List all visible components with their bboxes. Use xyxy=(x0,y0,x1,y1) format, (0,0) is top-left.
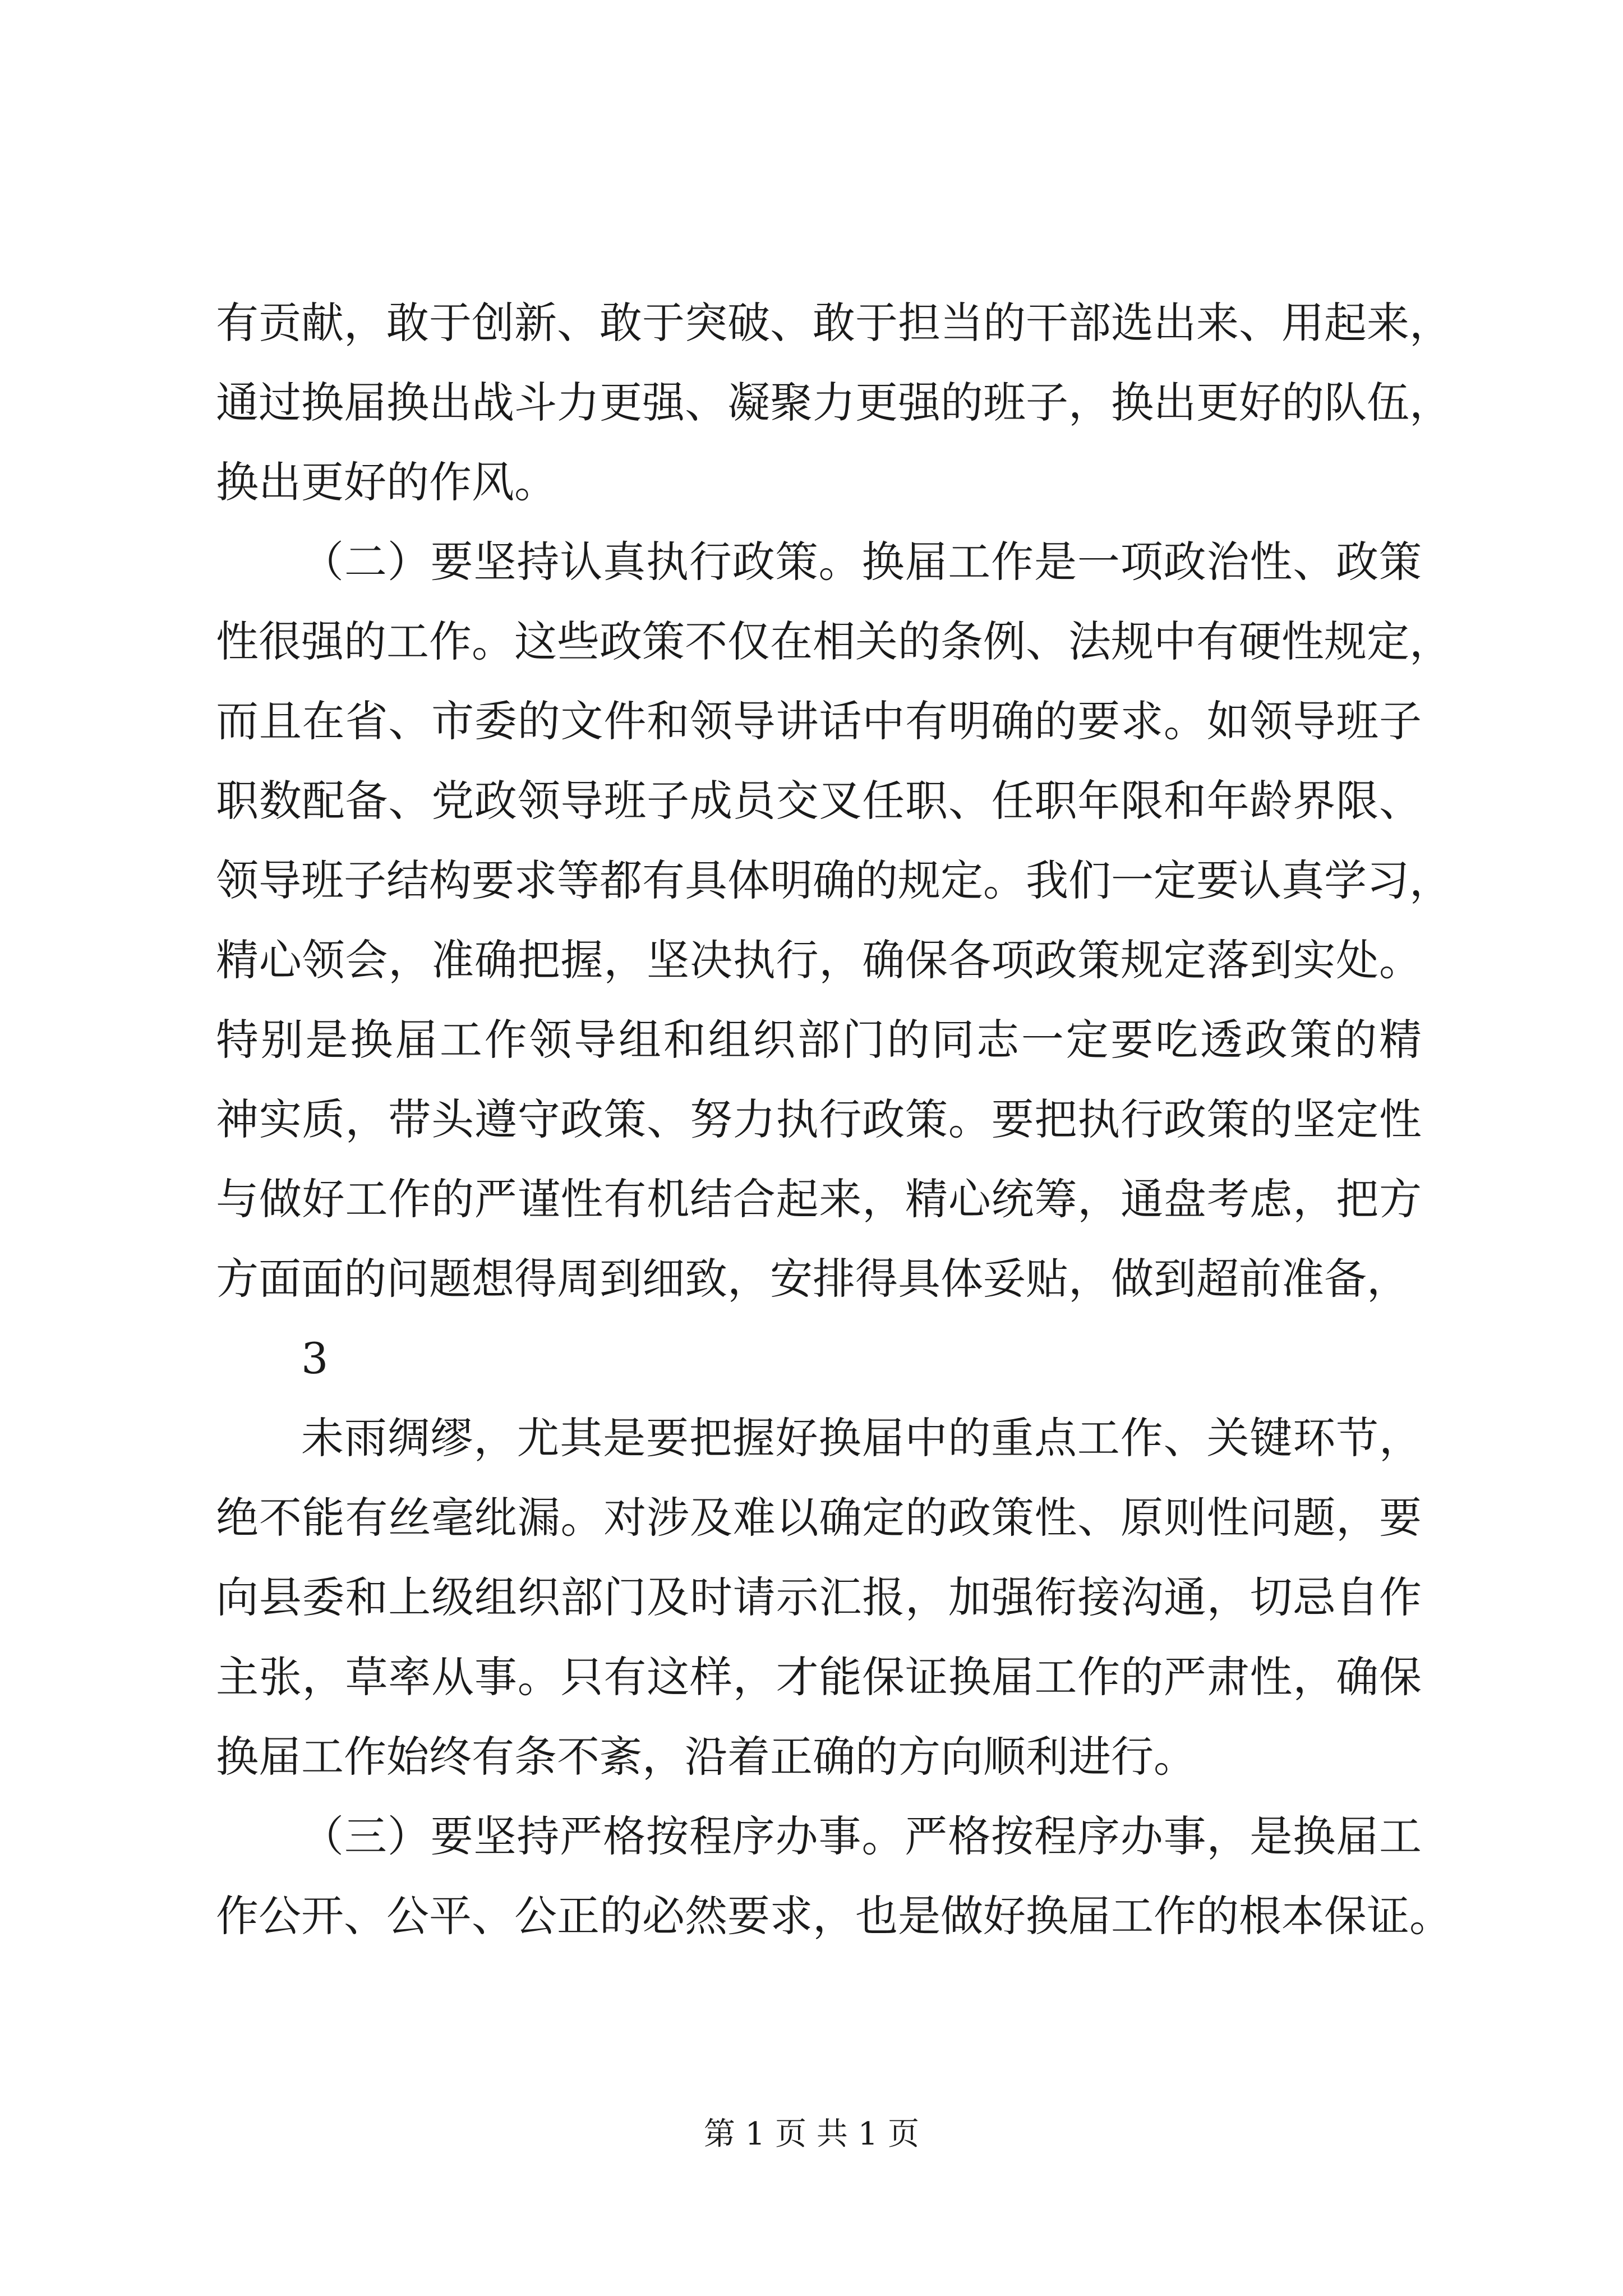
page-footer: 第 1 页 共 1 页 xyxy=(703,2116,920,2152)
text-line: （二）要坚持认真执行政策。换届工作是一项政治性、政策 xyxy=(301,537,1422,587)
text-line: 神实质，带头遵守政策、努力执行政策。要把执行政策的坚定性 xyxy=(216,1094,1422,1144)
document-body xyxy=(216,283,1452,1956)
text-line: 向县委和上级组织部门及时请示汇报，加强衔接沟通，切忌自作 xyxy=(216,1572,1422,1622)
text-line: 特别是换届工作领导组和组织部门的同志一定要吃透政策的精 xyxy=(216,1015,1422,1065)
text-line: 作公开、公平、公正的必然要求，也是做好换届工作的根本保证。 xyxy=(216,1891,1452,1941)
paragraph xyxy=(216,1319,1422,1398)
text-line: 换届工作始终有条不紊，沿着正确的方向顺利进行。 xyxy=(216,1732,1196,1782)
paragraph xyxy=(216,522,1452,1319)
text-line: 换出更好的作风。 xyxy=(216,457,557,507)
paragraph xyxy=(216,283,1452,522)
text-line: 通过换届换出战斗力更强、凝聚力更强的班子，换出更好的队伍， xyxy=(216,378,1452,427)
text-line: 绝不能有丝毫纰漏。对涉及难以确定的政策性、原则性问题，要 xyxy=(216,1493,1422,1543)
text-line: 职数配备、党政领导班子成员交叉任职、任职年限和年龄界限、 xyxy=(216,776,1422,826)
text-line: （三）要坚持严格按程序办事。严格按程序办事，是换届工 xyxy=(301,1811,1422,1861)
text-line: 性很强的工作。这些政策不仅在相关的条例、法规中有硬性规定， xyxy=(216,616,1452,666)
text-line: 精心领会，准确把握，坚决执行，确保各项政策规定落到实处。 xyxy=(216,935,1422,985)
text-line: 有贡献，敢于创新、敢于突破、敢于担当的干部选出来、用起来， xyxy=(216,298,1452,348)
text-line: 主张，草率从事。只有这样，才能保证换届工作的严肃性，确保 xyxy=(216,1652,1422,1702)
text-line: 方面面的问题想得周到细致，安排得具体妥贴，做到超前准备， xyxy=(216,1254,1409,1304)
text-line: 3 xyxy=(301,1333,329,1383)
text-line: 与做好工作的严谨性有机结合起来，精心统筹，通盘考虑，把方 xyxy=(216,1174,1422,1224)
text-line: 而且在省、市委的文件和领导讲话中有明确的要求。如领导班子 xyxy=(216,696,1422,746)
text-line: 未雨绸缪，尤其是要把握好换届中的重点工作、关键环节， xyxy=(301,1413,1422,1463)
text-line: 领导班子结构要求等都有具体明确的规定。我们一定要认真学习， xyxy=(216,855,1452,905)
paragraph xyxy=(216,1797,1452,1956)
paragraph xyxy=(216,1398,1422,1797)
